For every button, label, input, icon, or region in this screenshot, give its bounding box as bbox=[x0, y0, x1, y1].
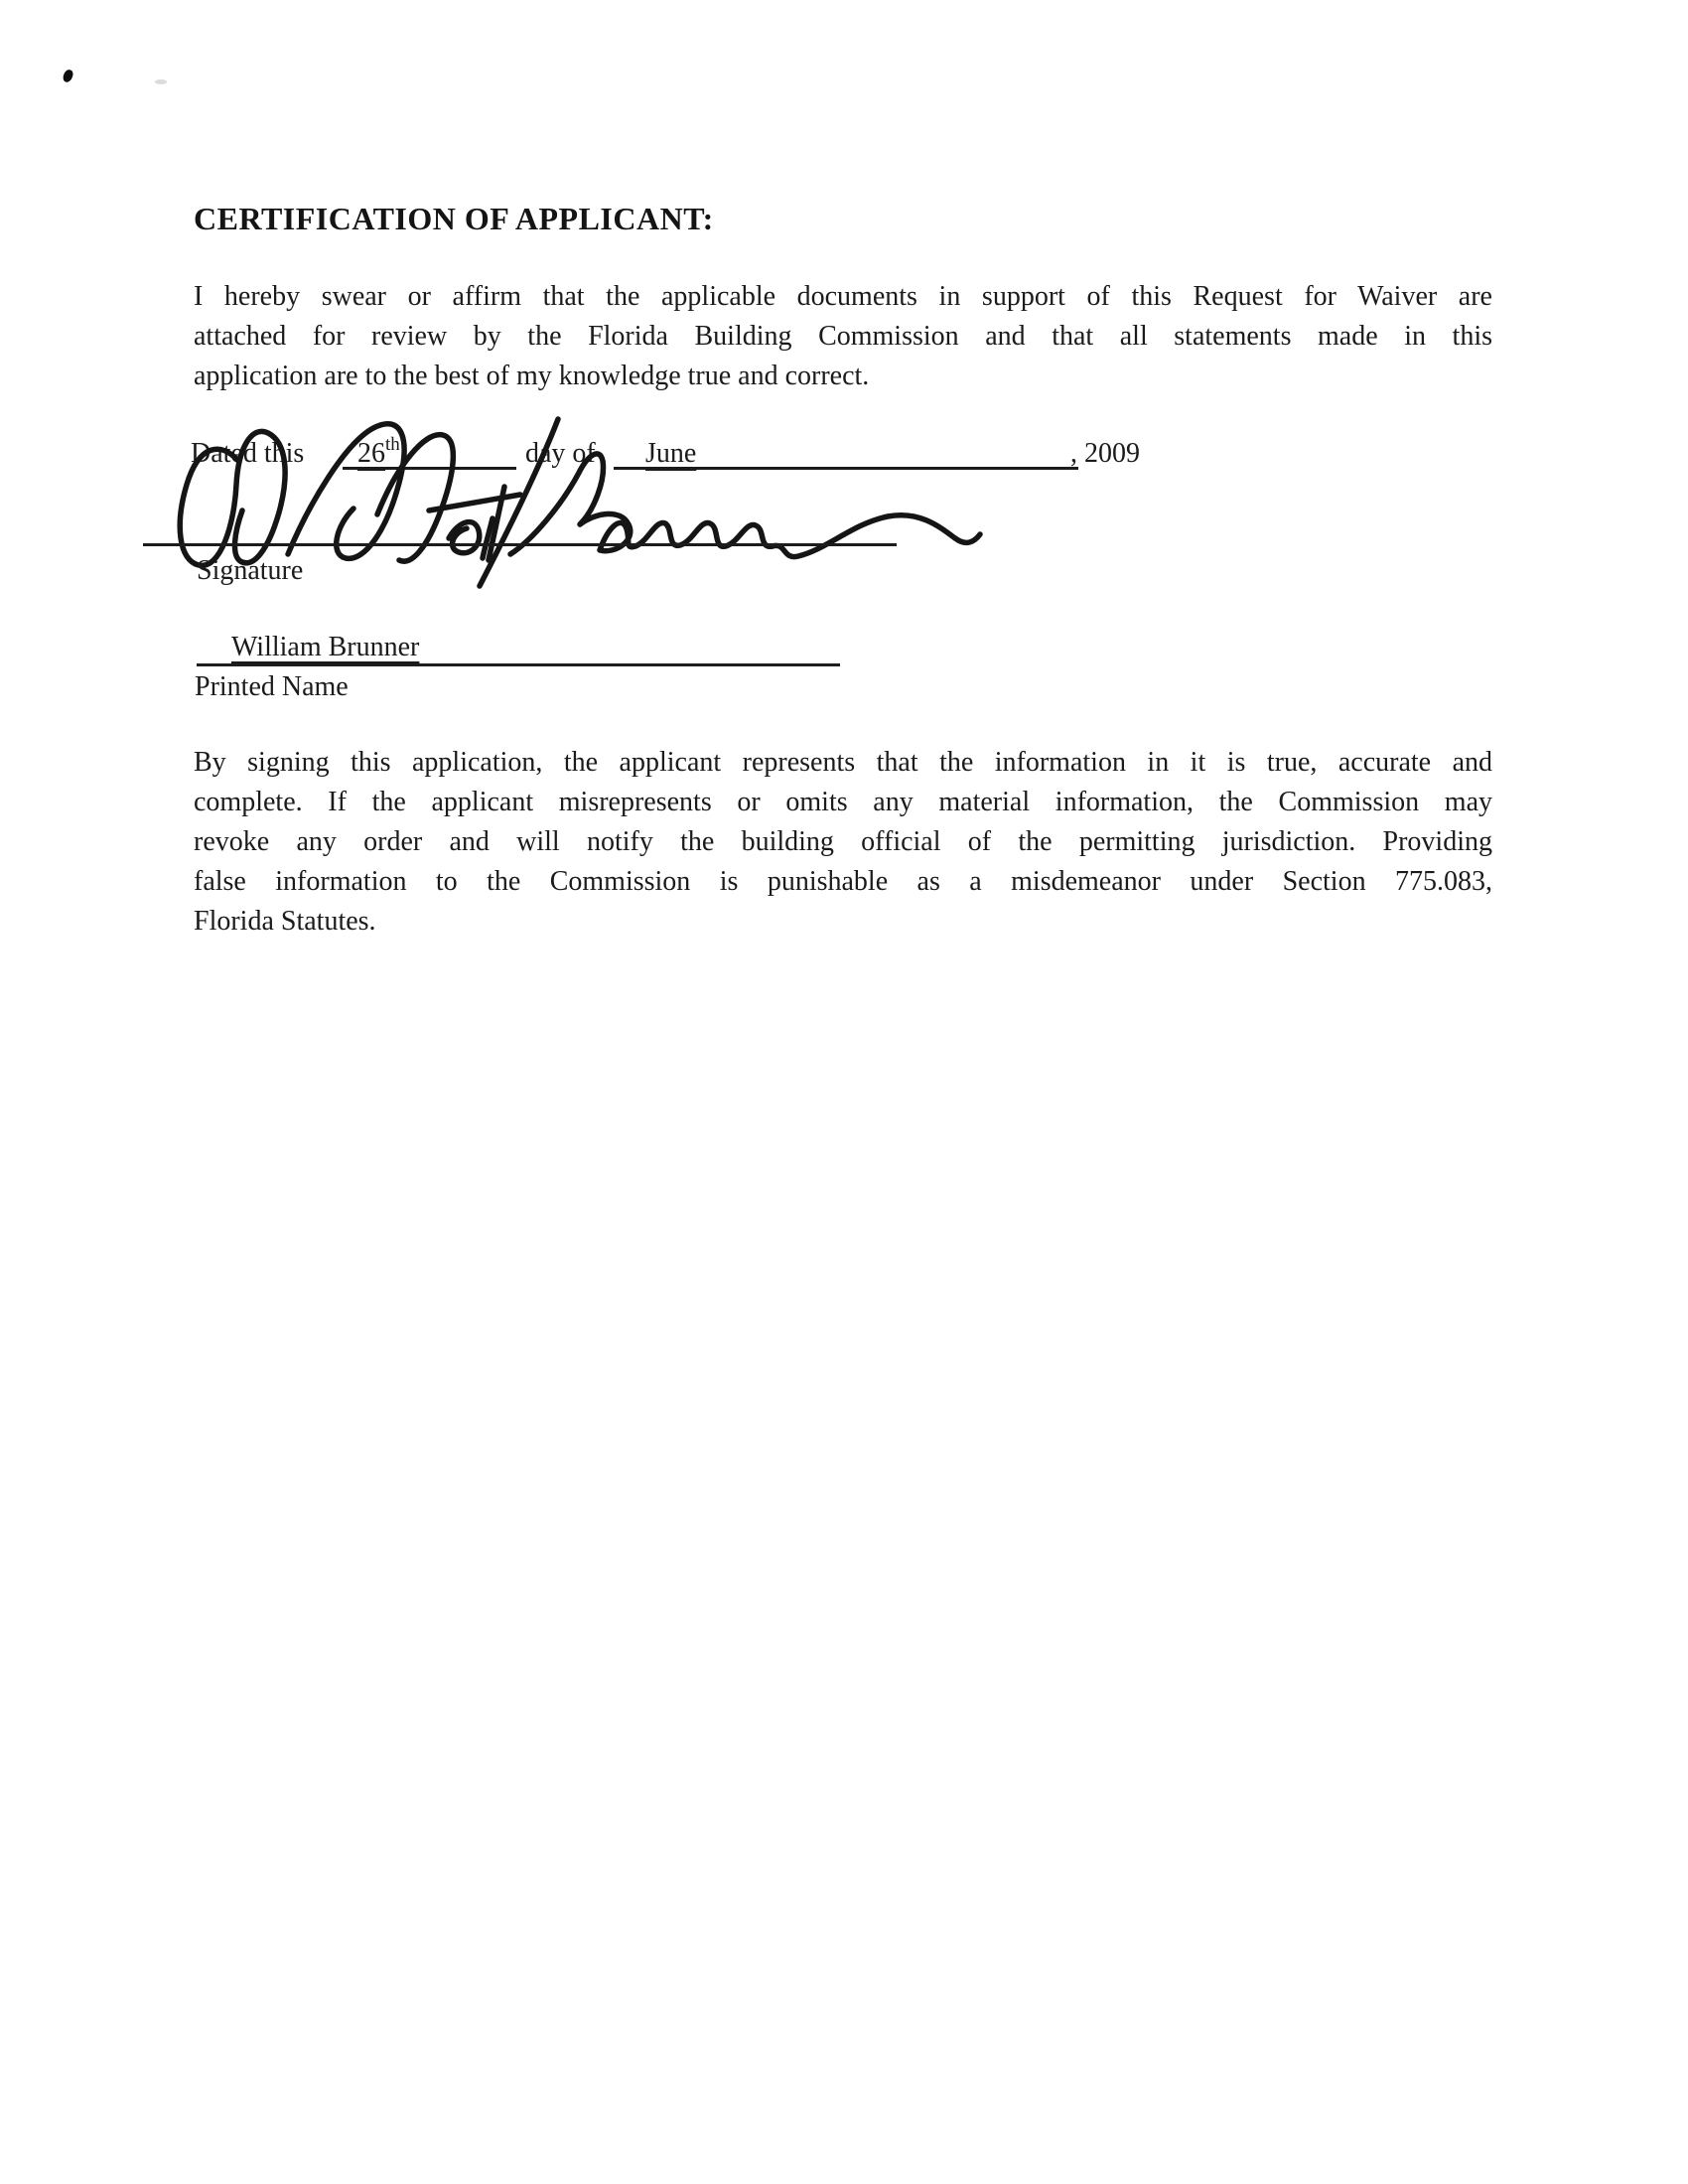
printed-name-value: William Brunner bbox=[231, 632, 420, 662]
day-of-label: day of bbox=[525, 438, 596, 469]
signature-label: Signature bbox=[197, 555, 304, 586]
signature-line bbox=[143, 543, 897, 546]
oath-paragraph bbox=[194, 277, 1492, 396]
text-line: revoke any order and will notify the building official of the permitting jurisdiction. Providing bbox=[194, 826, 1492, 857]
text-line: Florida Statutes. bbox=[194, 906, 376, 937]
printed-name-label: Printed Name bbox=[195, 671, 349, 702]
day-value: 26th bbox=[357, 433, 400, 469]
dated-prefix-label: Dated this bbox=[191, 438, 305, 469]
legal-paragraph bbox=[194, 743, 1492, 942]
text-line: false information to the Commission is punishable as a misdemeanor under Section 775.083, bbox=[194, 866, 1492, 897]
year-value: , 2009 bbox=[1070, 438, 1140, 469]
text-line: application are to the best of my knowledge true and correct. bbox=[194, 361, 870, 391]
text-line: By signing this application, the applicant represents that the information in it is true, accurate and bbox=[194, 747, 1492, 778]
scan-speck-faint bbox=[155, 79, 167, 84]
month-value: June bbox=[645, 438, 697, 469]
page-title: CERTIFICATION OF APPLICANT: bbox=[194, 201, 714, 236]
day-number: 26 bbox=[357, 438, 385, 469]
text-line: complete. If the applicant misrepresents or omits any material information, the Commission may bbox=[194, 787, 1492, 817]
text-line: attached for review by the Florida Building Commission and that all statements made in this bbox=[194, 321, 1492, 352]
scan-speck bbox=[62, 69, 74, 83]
text-line: I hereby swear or affirm that the applicable documents in support of this Request for Waiver are bbox=[194, 281, 1492, 312]
